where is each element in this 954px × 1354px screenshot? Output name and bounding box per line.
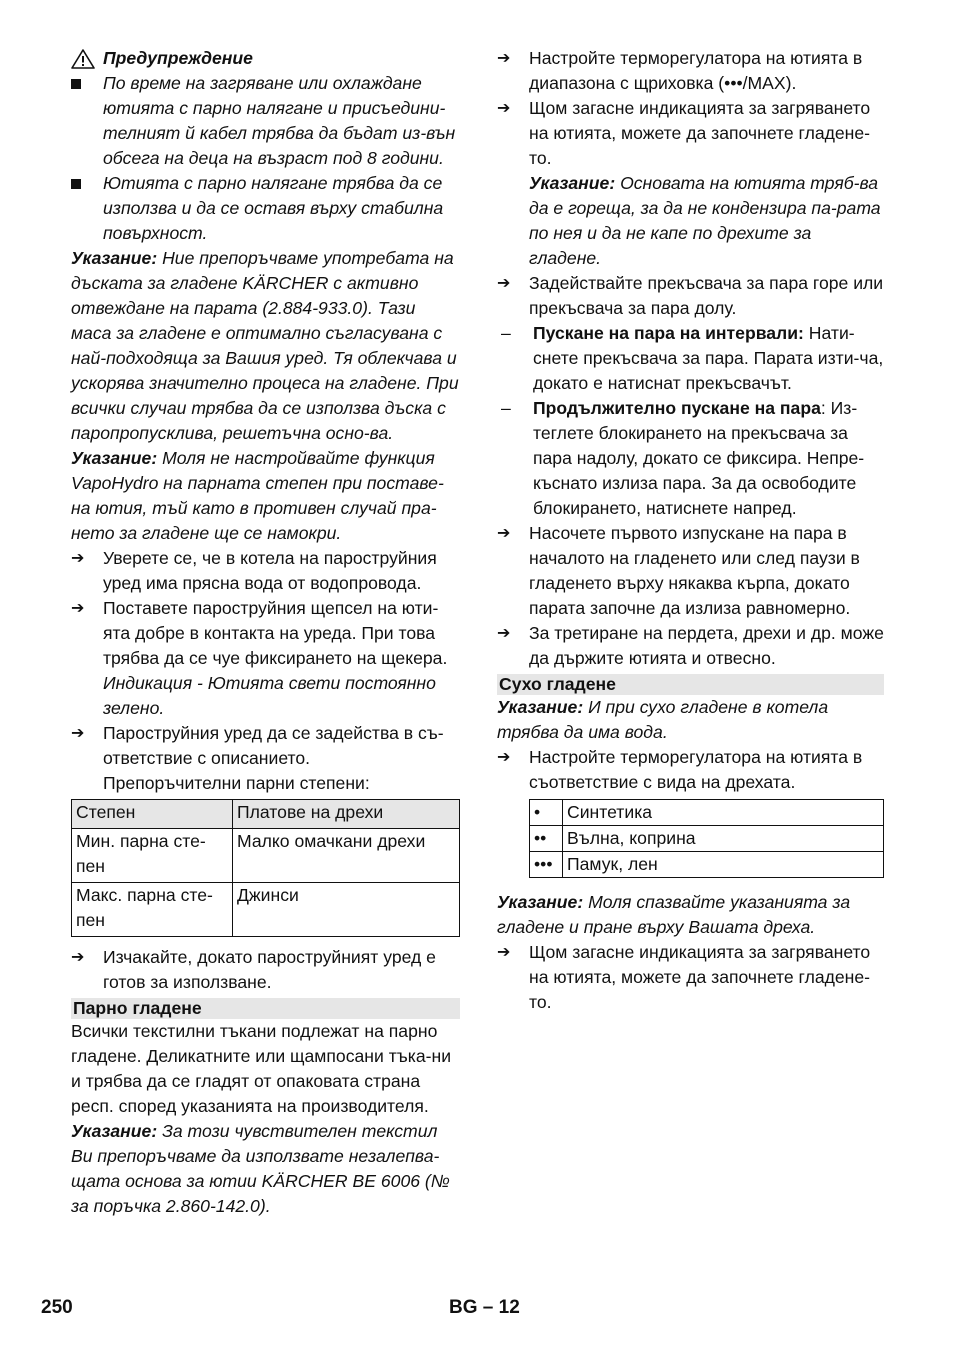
warning-item-text: Ютията с парно налягане трябва да се използва и да се оставя върху стабилна повърхност. [103, 173, 444, 243]
step-item: ➔ Настройте терморегулатора на ютията в диапазона с щриховка (•••/MAX). [497, 46, 884, 96]
step-item: ➔ За третиране на пердета, дрехи и др. може да държите ютията и отвесно. [497, 621, 884, 671]
table-cell: Макс. парна сте-пен [72, 883, 233, 937]
table-header-cell: Платове на дрехи [233, 800, 460, 829]
note-dry-ironing: Указание: И при сухо гладене в котела трябва да има вода. [497, 697, 829, 742]
warning-item-text: По време на загряване или охлаждане ютията с парно налягане и присъедини-телният й кабел трябва да бъдат из-вън обсега на деца на възраст под 8 години. [103, 73, 456, 168]
table-cell: Джинси [233, 883, 460, 937]
warning-heading [71, 46, 460, 71]
note-garment-labels: Указание: Моля спазвайте указанията за гладене и пране върху Вашата дреха. [497, 892, 851, 937]
step-item: ➔ Насочете първото изпускане на пара в началото на гладенето или след паузи в гладенето върху някаква кърпа, докато парата започне да излиза равномерно. [497, 521, 884, 621]
square-bullet-icon [71, 79, 81, 89]
step-item: ➔ Настройте терморегулатора на ютията в съответствие с вида на дрехата. [497, 745, 884, 795]
page-label: BG – 12 [449, 1297, 520, 1318]
dash-bullet: – [501, 323, 511, 343]
table-cell: Памук, лен [563, 852, 884, 878]
step-item: ➔ Щом загасне индикацията за загряването на ютията, можете да започнете гладене-то. [497, 940, 884, 1015]
note-vapohydro: Указание: Моля не настройвайте функция VapoHydro на парната степен при поставе-на ютия, тъй като в противен случай пра-нето за гладене ще се намокри. [71, 448, 444, 543]
note-ironing-board: Указание: Ние препоръчваме употребата на дъската за гладене KÄRCHER с активно отвеждане на парата (2.884-933.0). Тази маса за гладене е оптимално съгласувана с най-подходяща за Вашия уред. Тя облекчава и ускорява значително процеса на гладене. При всички случаи трябва да се използва дъска с паропропусклива, решетъчна осно-ва. [71, 248, 459, 443]
table-cell: Малко омачкани дрехи [233, 829, 460, 883]
section-heading: Сухо гладене [497, 674, 884, 695]
section-text: Всички текстилни тъкани подлежат на парно гладене. Деликатните или щампосани тъка-ни и трябва да се гладят от опаковата страна респ. според указанията на производителя. [71, 1021, 452, 1116]
note-sensitive-textile: Указание: За този чувствителен текстил Ви препоръчваме да използвате незалепва-щата основа за ютии KÄRCHER BE 6006 (№ за поръчка 2.860-142.0). [71, 1121, 450, 1216]
step-item: ➔ Изчакайте, докато пароструйният уред е готов за използване. [71, 945, 460, 995]
step-item: ➔ Щом загасне индикацията за загряването на ютията, можете да започнете гладене-то. [497, 96, 884, 171]
table-cell: ••• [530, 852, 563, 878]
warning-item [71, 71, 460, 171]
step-item: ➔ Поставете пароструйния щепсел на юти-ята добре в контакта на уреда. При това трябва да се чуе фиксирането на щекера. Индикация - Ютията свети постоянно зелено. [71, 596, 460, 721]
arrow-right-icon: ➔ [497, 275, 511, 292]
page-number: 250 [41, 1297, 73, 1318]
table-cell: • [530, 800, 563, 826]
arrow-right-icon: ➔ [71, 600, 85, 617]
warning-triangle-icon [71, 49, 95, 69]
note-hot-soleplate: Указание: Основата на ютията тряб-ва да е гореща, за да не кондензира па-рата по нея и да не капе по дрехите за гладене. [529, 173, 881, 268]
table-row [72, 883, 460, 937]
dash-bullet: – [501, 398, 511, 418]
recommended-steam-levels-label: Препоръчителни парни степени: [103, 773, 370, 793]
indicator-note: Индикация - Ютията свети постоянно зелено. [103, 673, 436, 718]
arrow-right-icon: ➔ [497, 625, 511, 642]
arrow-right-icon: ➔ [71, 550, 85, 567]
table-row [530, 826, 884, 852]
table-row [530, 852, 884, 878]
right-column [497, 46, 884, 1015]
step-item: ➔ Пароструйния уред да се задейства в съ-ответствие с описанието. Препоръчителни парни степени: [71, 721, 460, 796]
dash-item: – Пускане на пара на интервали: Нати-снете прекъсвача за пара. Парата изти-ча, докато е натиснат прекъсвачът. [497, 321, 884, 396]
arrow-right-icon: ➔ [497, 100, 511, 117]
table-cell: Вълна, коприна [563, 826, 884, 852]
square-bullet-icon [71, 179, 81, 189]
dash-item: – Продължително пускане на пара: Из-теглете блокирането на прекъсвача за пара надолу, докато се фиксира. Непре-къснато излиза пара. За да освободите блокирането, натиснете напред. [497, 396, 884, 521]
left-column [71, 46, 460, 1219]
arrow-right-icon: ➔ [497, 944, 511, 961]
arrow-right-icon: ➔ [497, 749, 511, 766]
table-cell: Синтетика [563, 800, 884, 826]
table-header-row [72, 800, 460, 829]
steam-levels-table [71, 799, 460, 937]
table-row [530, 800, 884, 826]
arrow-right-icon: ➔ [497, 50, 511, 67]
warning-item [71, 171, 460, 246]
table-row [72, 829, 460, 883]
table-cell: •• [530, 826, 563, 852]
warning-title: Предупреждение [103, 48, 253, 68]
temperature-table [529, 799, 884, 878]
arrow-right-icon: ➔ [497, 525, 511, 542]
step-item: ➔ Уверете се, че в котела на пароструйния уред има прясна вода от водопровода. [71, 546, 460, 596]
table-cell: Мин. парна сте-пен [72, 829, 233, 883]
section-heading: Парно гладене [71, 998, 460, 1019]
step-item: ➔ Задействайте прекъсвача за пара горе или прекъсвача за пара долу. [497, 271, 884, 321]
table-header-cell: Степен [72, 800, 233, 829]
arrow-right-icon: ➔ [71, 949, 85, 966]
arrow-right-icon: ➔ [71, 725, 85, 742]
